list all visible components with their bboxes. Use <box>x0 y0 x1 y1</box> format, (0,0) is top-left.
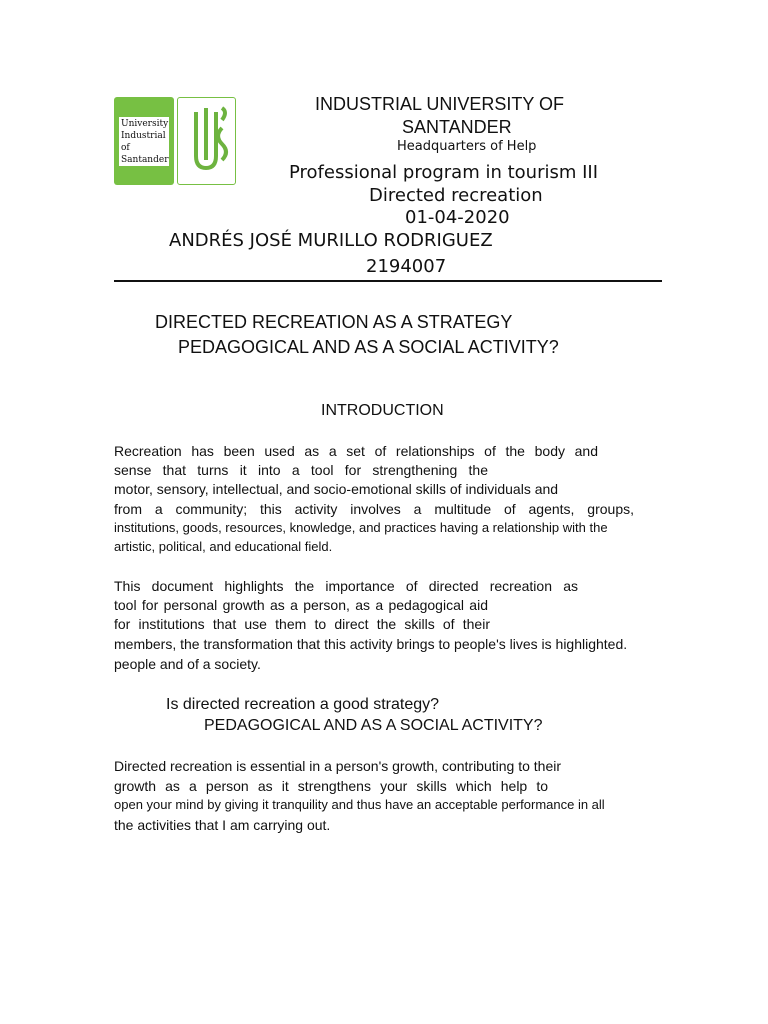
paragraph-3-line: the activities that I am carrying out. <box>114 817 331 833</box>
paragraph-1-line: from a community; this activity involves a multitude of agents, groups, <box>114 501 634 517</box>
question-line-2: PEDAGOGICAL AND AS A SOCIAL ACTIVITY? <box>204 717 543 734</box>
paragraph-1-line: motor, sensory, intellectual, and socio-emotional skills of individuals and <box>114 481 559 497</box>
document-title-line-1: DIRECTED RECREATION AS A STRATEGY <box>155 312 513 332</box>
paragraph-1-line: artistic, political, and educational field. <box>114 539 333 554</box>
university-name-line-2: SANTANDER <box>402 117 512 137</box>
logo-line-3: Santander <box>121 155 169 165</box>
author-name: ANDRÉS JOSÉ MURILLO RODRIGUEZ <box>169 230 493 251</box>
paragraph-3-line: Directed recreation is essential in a person's growth, contributing to their <box>114 758 562 774</box>
paragraph-2-line: tool for personal growth as a person, as a pedagogical aid <box>114 597 488 613</box>
question-line-1: Is directed recreation a good strategy? <box>166 696 440 713</box>
paragraph-2-line: people and of a society. <box>114 656 261 672</box>
paragraph-1-line: institutions, goods, resources, knowledge, and practices having a relationship with the <box>114 520 608 535</box>
student-id: 2194007 <box>366 256 447 277</box>
paragraph-2-line: for institutions that use them to direct the skills of their <box>114 616 490 632</box>
course-name: Directed recreation <box>369 185 543 206</box>
header-divider <box>114 280 662 282</box>
paragraph-1-line: sense that turns it into a tool for strengthening the <box>114 462 488 478</box>
introduction-heading: INTRODUCTION <box>321 402 444 419</box>
document-date: 01-04-2020 <box>405 207 510 228</box>
university-name-line-1: INDUSTRIAL UNIVERSITY OF <box>315 94 565 114</box>
uis-emblem-icon <box>177 97 236 185</box>
paragraph-3-line: open your mind by giving it tranquility and thus have an acceptable performance in all <box>114 797 605 812</box>
logo-text <box>119 117 169 166</box>
document-title-line-2: PEDAGOGICAL AND AS A SOCIAL ACTIVITY? <box>178 337 559 357</box>
paragraph-1-line: Recreation has been used as a set of relationships of the body and <box>114 443 598 459</box>
logo-line-1: University <box>121 119 169 129</box>
program-name: Professional program in tourism III <box>289 162 599 183</box>
paragraph-3-line: growth as a person as it strengthens your skills which help to <box>114 778 548 794</box>
headquarters: Headquarters of Help <box>397 139 537 154</box>
paragraph-2-line: This document highlights the importance of directed recreation as <box>114 578 578 594</box>
logo-line-2: Industrial of <box>121 131 166 153</box>
paragraph-2-line: members, the transformation that this activity brings to people's lives is highlighted. <box>114 636 628 652</box>
